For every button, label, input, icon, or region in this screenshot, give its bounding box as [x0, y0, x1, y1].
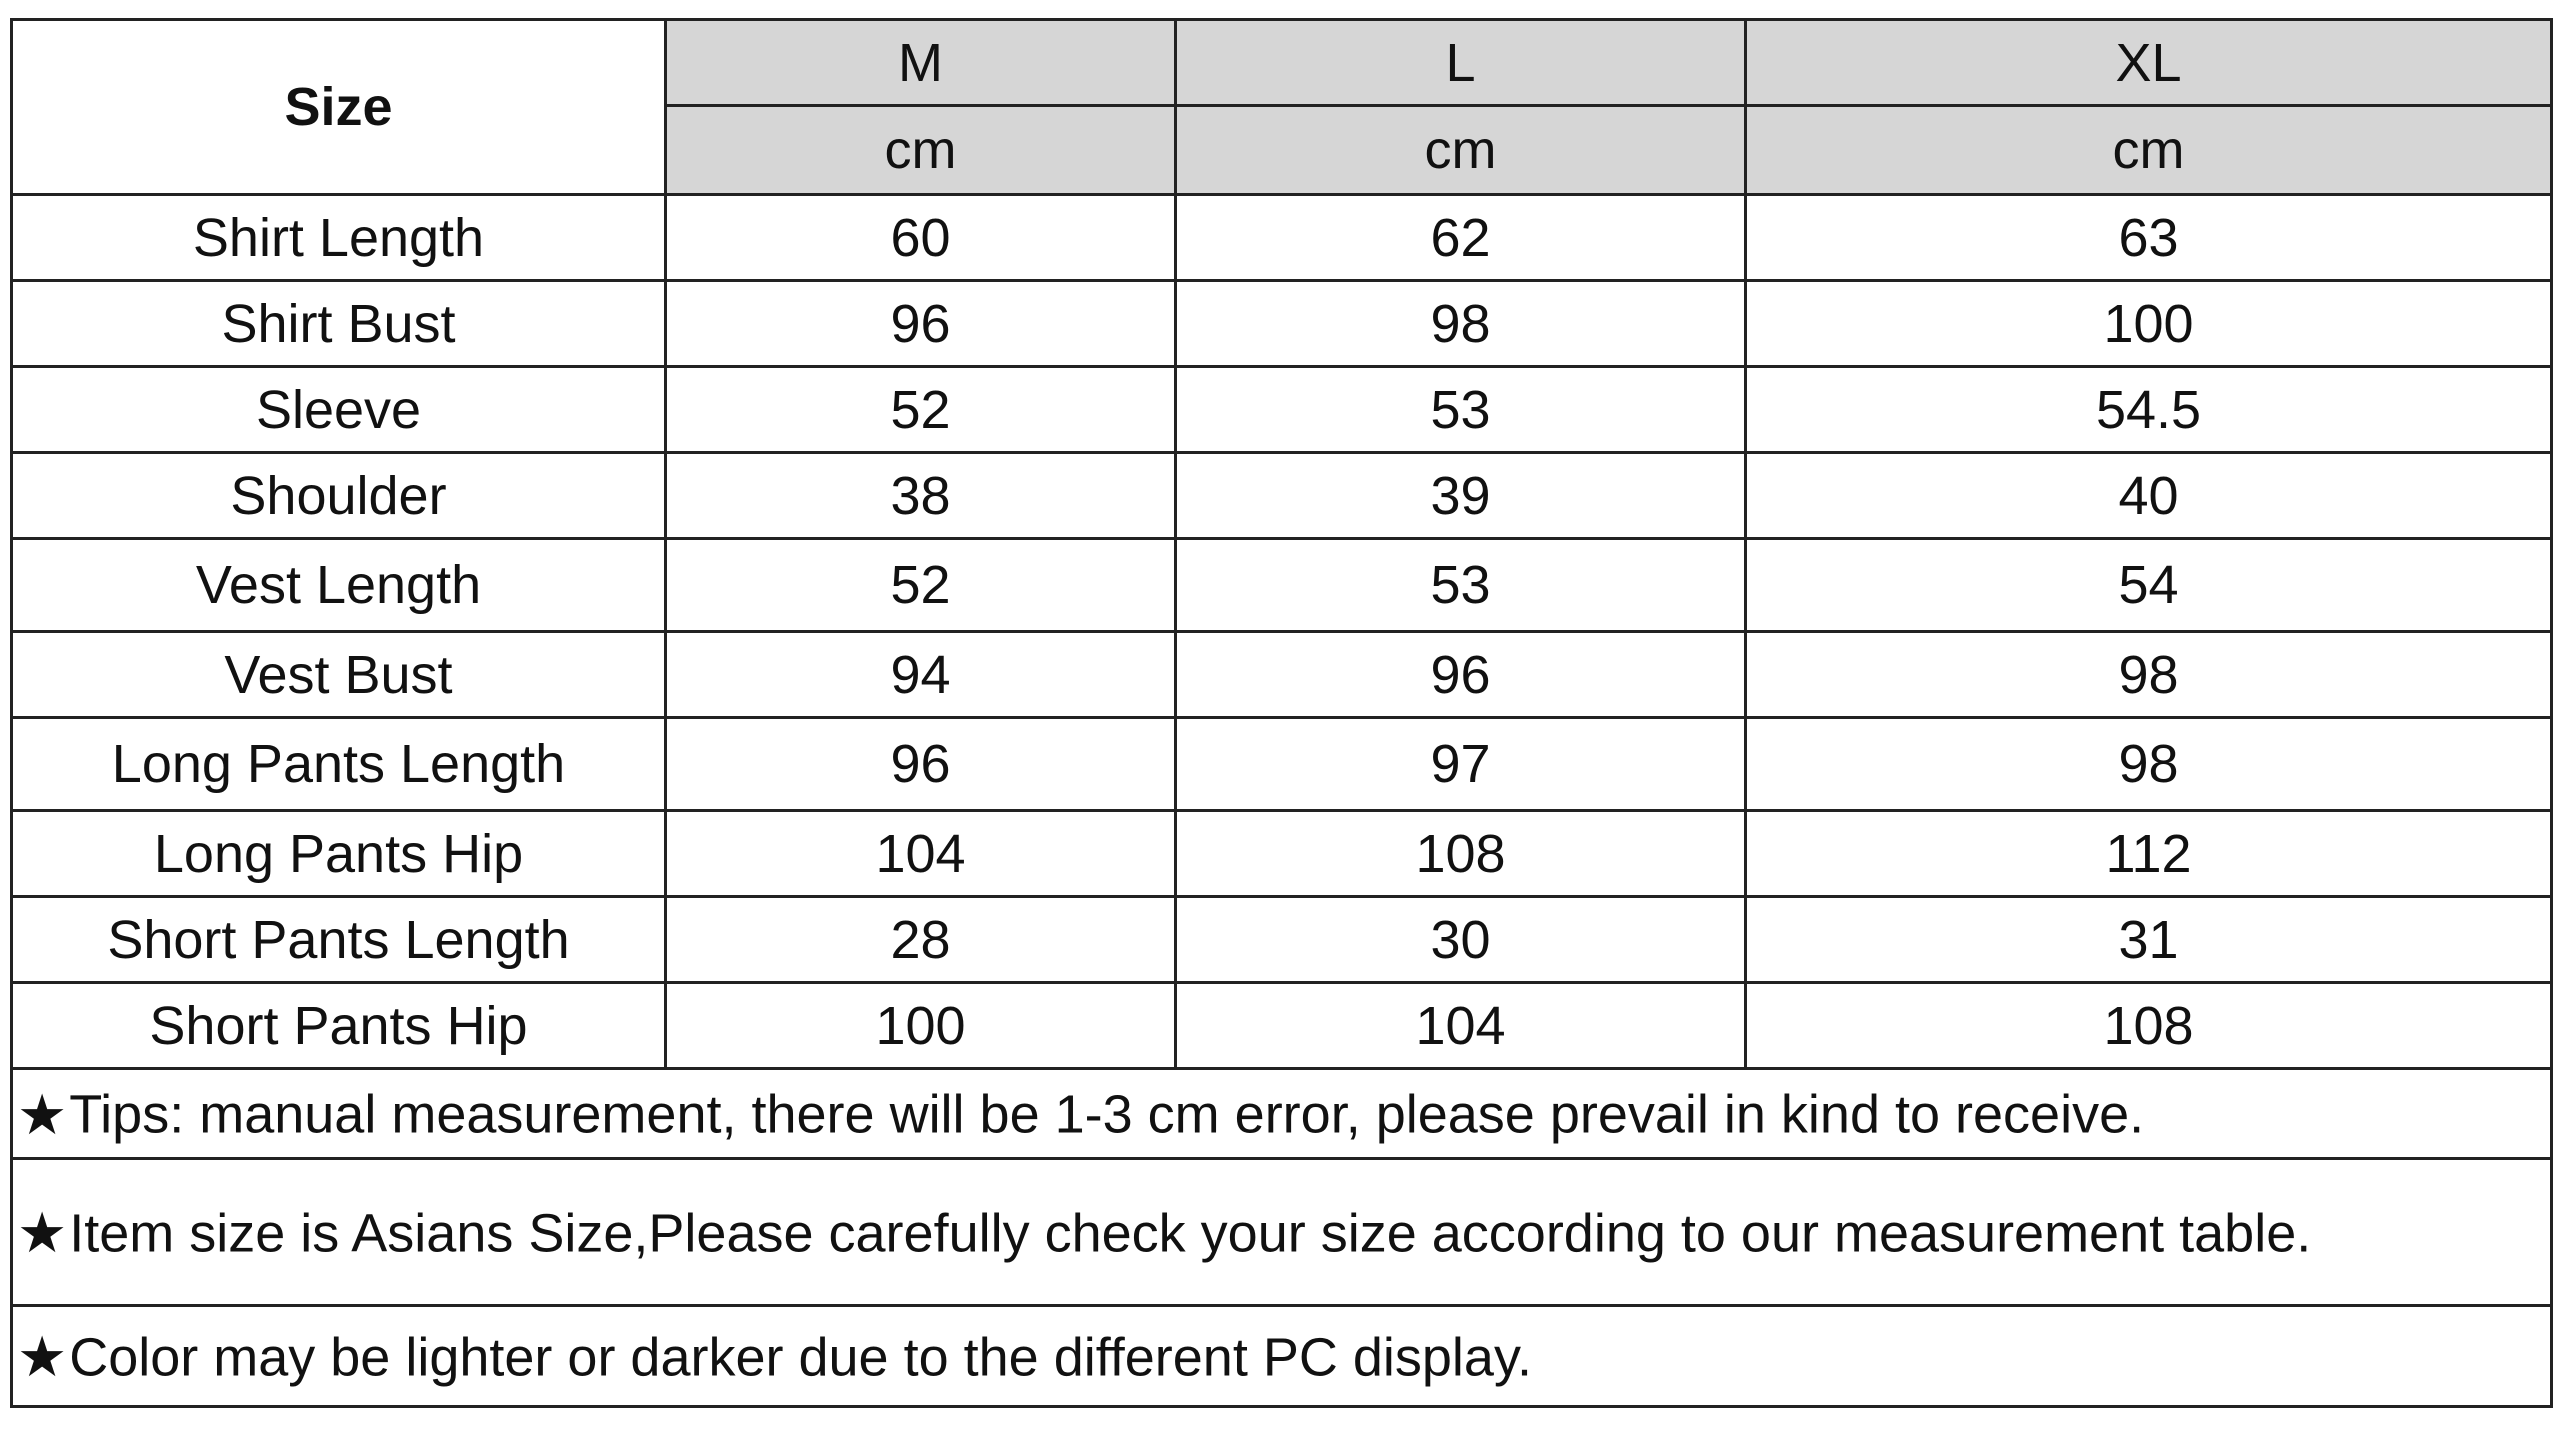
value-cell: 52	[666, 539, 1176, 632]
star-icon: ★	[17, 1082, 68, 1146]
table-row	[12, 632, 2552, 718]
tip-row	[12, 1069, 2552, 1159]
tip-cell	[12, 1306, 2552, 1407]
value-cell: 112	[1746, 811, 2552, 897]
value-cell: 97	[1176, 718, 1746, 811]
value-cell: 63	[1746, 195, 2552, 281]
row-label: Shoulder	[12, 453, 666, 539]
value-cell: 53	[1176, 367, 1746, 453]
row-label: Short Pants Hip	[12, 983, 666, 1069]
row-label: Shirt Bust	[12, 281, 666, 367]
size-header-cell: Size	[12, 20, 666, 195]
size-m-header: M	[666, 20, 1176, 106]
value-cell: 52	[666, 367, 1176, 453]
value-cell: 96	[1176, 632, 1746, 718]
value-cell: 108	[1746, 983, 2552, 1069]
tip-row	[12, 1306, 2552, 1407]
unit-xl-header: cm	[1746, 106, 2552, 195]
row-label: Shirt Length	[12, 195, 666, 281]
value-cell: 96	[666, 718, 1176, 811]
table-row	[12, 453, 2552, 539]
table-row	[12, 195, 2552, 281]
value-cell: 104	[1176, 983, 1746, 1069]
value-cell: 100	[666, 983, 1176, 1069]
table-row	[12, 718, 2552, 811]
value-cell: 98	[1746, 632, 2552, 718]
table-row	[12, 983, 2552, 1069]
value-cell: 96	[666, 281, 1176, 367]
value-cell: 104	[666, 811, 1176, 897]
unit-l-header: cm	[1176, 106, 1746, 195]
tip-text: Tips: manual measurement, there will be 1-3 cm error, please prevail in kind to receive.	[69, 1084, 2145, 1145]
value-cell: 40	[1746, 453, 2552, 539]
table-row	[12, 281, 2552, 367]
value-cell: 98	[1176, 281, 1746, 367]
value-cell: 39	[1176, 453, 1746, 539]
tip-text: Color may be lighter or darker due to the different PC display.	[69, 1327, 1532, 1388]
table-row	[12, 897, 2552, 983]
row-label: Short Pants Length	[12, 897, 666, 983]
size-xl-header: XL	[1746, 20, 2552, 106]
table-row	[12, 811, 2552, 897]
tip-row	[12, 1159, 2552, 1306]
row-label: Vest Bust	[12, 632, 666, 718]
value-cell: 94	[666, 632, 1176, 718]
row-label: Long Pants Length	[12, 718, 666, 811]
header-row-sizes	[12, 20, 2552, 106]
value-cell: 60	[666, 195, 1176, 281]
size-l-header: L	[1176, 20, 1746, 106]
table-row	[12, 539, 2552, 632]
value-cell: 54.5	[1746, 367, 2552, 453]
tip-cell	[12, 1159, 2552, 1306]
value-cell: 38	[666, 453, 1176, 539]
value-cell: 62	[1176, 195, 1746, 281]
table-row	[12, 367, 2552, 453]
value-cell: 30	[1176, 897, 1746, 983]
unit-m-header: cm	[666, 106, 1176, 195]
value-cell: 28	[666, 897, 1176, 983]
star-icon: ★	[17, 1201, 68, 1265]
star-icon: ★	[17, 1325, 68, 1389]
value-cell: 100	[1746, 281, 2552, 367]
value-cell: 53	[1176, 539, 1746, 632]
row-label: Vest Length	[12, 539, 666, 632]
value-cell: 98	[1746, 718, 2552, 811]
size-table	[10, 18, 2553, 1408]
size-chart	[10, 18, 2550, 1438]
value-cell: 54	[1746, 539, 2552, 632]
tip-cell	[12, 1069, 2552, 1159]
value-cell: 31	[1746, 897, 2552, 983]
tip-text: Item size is Asians Size,Please carefully check your size according to our measurement table.	[69, 1203, 2312, 1264]
row-label: Long Pants Hip	[12, 811, 666, 897]
value-cell: 108	[1176, 811, 1746, 897]
row-label: Sleeve	[12, 367, 666, 453]
